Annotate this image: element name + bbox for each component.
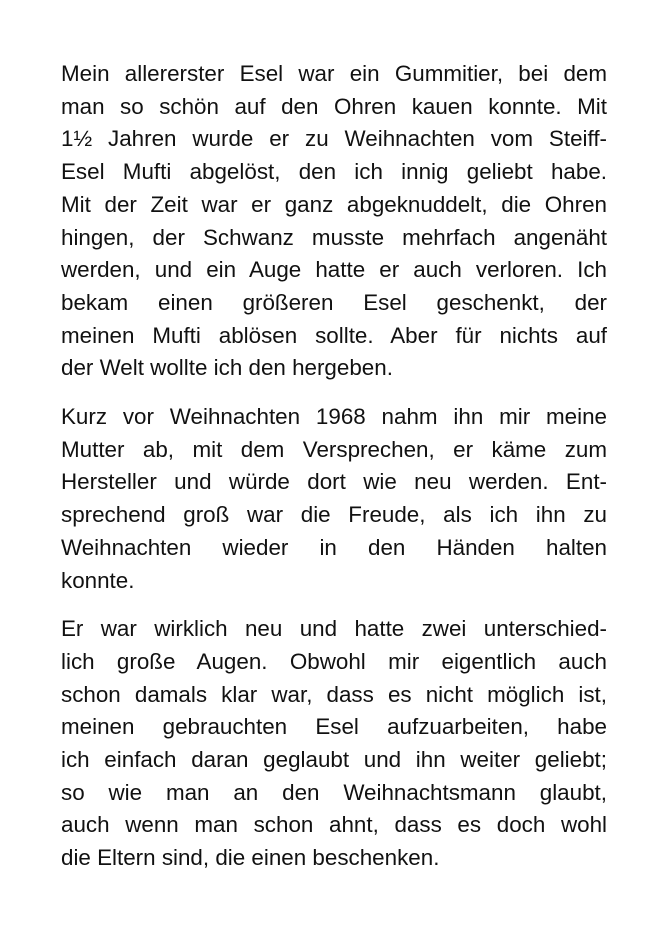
paragraph-3 (61, 613, 607, 875)
text-line: Er war wirklich neu und hatte zwei unterschied- (61, 616, 607, 642)
text-line: schon damals klar war, dass es nicht möglich ist, (61, 681, 607, 707)
text-line: meinen Mufti ablösen sollte. Aber für nichts auf (61, 322, 607, 348)
text-line: Esel Mufti abgelöst, den ich innig geliebt habe. (61, 159, 607, 185)
text-line: hingen, der Schwanz musste mehrfach angenäht (61, 224, 607, 250)
text-line: bekam einen größeren Esel geschenkt, der (61, 289, 607, 315)
text-line: konnte. (61, 567, 135, 593)
text-line: die Eltern sind, die einen beschenken. (61, 845, 440, 871)
text-line: der Welt wollte ich den hergeben. (61, 355, 393, 381)
text-line: man so schön auf den Ohren kauen konnte. Mit (61, 93, 607, 119)
text-line: so wie man an den Weihnachtsmann glaubt, (61, 779, 607, 805)
document-page (61, 58, 607, 875)
text-line: Hersteller und würde dort wie neu werden. Ent- (61, 469, 607, 495)
text-line: auch wenn man schon ahnt, dass es doch wohl (61, 812, 607, 838)
text-line: sprechend groß war die Freude, als ich ihn zu (61, 502, 607, 528)
text-line: Mein allererster Esel war ein Gummitier, bei dem (61, 61, 607, 86)
paragraph-1 (61, 58, 607, 385)
text-line: meinen gebrauchten Esel aufzuarbeiten, habe (61, 714, 607, 740)
text-line: Mutter ab, mit dem Versprechen, er käme zum (61, 436, 607, 462)
text-line: 1½ Jahren wurde er zu Weihnachten vom Steiff- (61, 126, 607, 152)
text-line: ich einfach daran geglaubt und ihn weiter geliebt; (61, 747, 607, 773)
paragraph-2 (61, 401, 607, 597)
text-line: Kurz vor Weihnachten 1968 nahm ihn mir meine (61, 404, 607, 430)
text-line: Weihnachten wieder in den Händen halten (61, 534, 607, 560)
text-line: lich große Augen. Obwohl mir eigentlich auch (61, 648, 607, 674)
text-line: Mit der Zeit war er ganz abgeknuddelt, die Ohren (61, 191, 607, 217)
text-line: werden, und ein Auge hatte er auch verloren. Ich (61, 257, 607, 283)
